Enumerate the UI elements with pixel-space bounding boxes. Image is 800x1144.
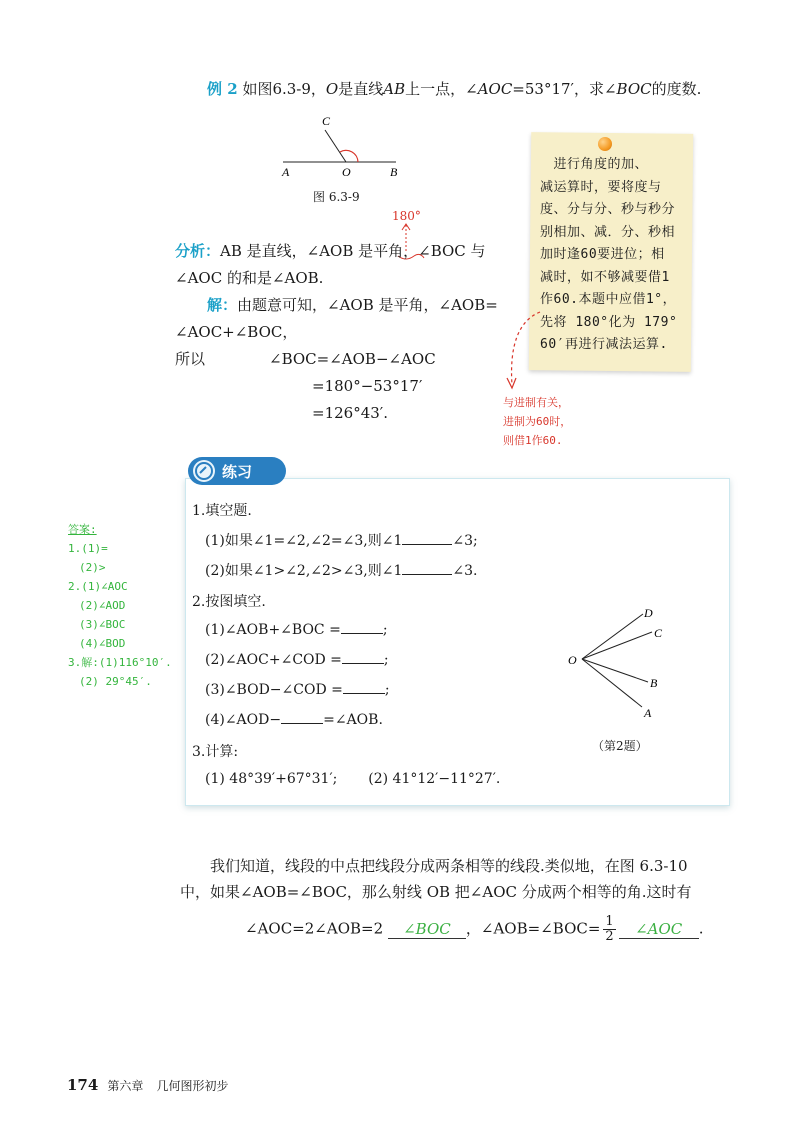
ray-ob [582,659,648,682]
q2-label-d: D [644,606,653,620]
note-line: 作60.本题中应借1°， [540,292,677,307]
figure-6-3-9 [278,112,418,182]
analysis-text-1: AB 是直线，∠AOB 是平角，∠BOC 与 [220,242,486,260]
q2c-blank [343,681,385,694]
q2a-text: (1)∠AOB+∠BOC = [205,622,341,638]
q2-label-c: C [654,626,663,640]
answer-blank-boc: ∠BOC [388,920,466,939]
chapter-label: 第六章 [107,1079,144,1093]
page-number: 174 [67,1076,99,1094]
answer-line: (3)∠BOC [68,618,126,631]
practice-q2d [205,711,383,728]
fraction-one-half [603,915,615,944]
solution-text-1: 由题意可知，∠AOB 是平角，∠AOB= [237,296,498,314]
paragraph-line-1: 我们知道，线段的中点把线段分成两条相等的线段.类似地，在图 6.3-10 [210,857,688,875]
red-note-line: 则借1作60. [503,434,563,447]
q2d-blank [281,711,323,724]
label-c: C [322,114,331,128]
solution-eq-3: =126°43′. [312,404,388,422]
answer-line: 2.(1)∠AOC [68,580,128,593]
frac-denominator: 2 [605,929,614,944]
solution-eq-2: =180°−53°17′ [312,377,423,395]
pin-icon [598,137,612,151]
answer-blank-aoc: ∠AOC [619,920,699,939]
q2b-semi: ; [383,652,389,668]
q2d-text: (4)∠AOD− [205,712,282,728]
practice-q3: 3.计算: [192,744,239,760]
note-dashed-arrow [500,300,550,395]
eq-mid: ，∠AOB=∠BOC= [465,919,601,938]
annotation-180: 180° [392,209,421,223]
label-a: A [282,165,290,179]
q2c-semi: ; [384,682,390,698]
example-line-ab: AB [383,80,406,98]
answer-line: 1.(1)= [68,542,108,555]
answer-line: 3.解:(1)116°10′. [68,656,172,669]
practice-q3-items [205,771,500,787]
note-line: 加时逢60要进位；相 [540,247,665,262]
q2c-text: (3)∠BOD−∠COD = [205,682,343,698]
q2-label-b: B [650,676,658,690]
practice-q1b [205,560,477,580]
practice-q1a [205,530,478,550]
solution-label: 解： [207,296,238,314]
example-angle-boc: BOC [616,80,652,98]
analysis-block [175,238,515,292]
q3a-text: (1) 48°39′+67°31′; [205,771,338,787]
example-text-4: =53°17′，求∠ [512,80,617,98]
q1b-blank [402,562,452,575]
answer-margin [68,520,172,691]
note-line: 别相加、减．分、秒相 [540,224,676,240]
solution-block [175,292,515,427]
q2a-semi: ; [382,622,388,638]
q1a-blank [402,532,452,545]
example-text-1: 如图6.3-9， [242,80,326,98]
solution-eq-1: ∠BOC=∠AOB−∠AOC [269,350,436,368]
red-handwritten-note [503,393,571,450]
note-line: 60′再进行减法运算. [540,337,668,352]
eq-pre: ∠AOC=2∠AOB=2 [245,919,384,938]
red-note-line: 进制为60时， [503,415,572,428]
note-line: 进行角度的加、 [540,157,649,172]
example-angle-aoc: AOC [477,80,513,98]
note-line: 先将 180°化为 179° [540,314,678,330]
practice-q2b [205,651,389,668]
answer-line: (2) 29°45′. [68,675,152,688]
solution-text-2: ∠AOC+∠BOC， [175,323,298,341]
note-text [540,154,690,357]
q1a-text: (1)如果∠1=∠2,∠2=∠3,则∠1 [205,533,403,549]
ray-od [582,614,643,659]
q2b-blank [342,651,384,664]
body-paragraph [180,853,740,905]
ray-oc2 [582,632,652,659]
note-line: 减运算时，要将度与 [540,179,662,195]
solution-so: 所以 [175,350,206,368]
note-line: 减时，如不够减要借1 [540,269,670,285]
note-line: 度、分与分、秒与秒分 [540,202,676,217]
example-text-3: 上一点，∠ [405,80,478,98]
analysis-text-2: ∠AOC 的和是∠AOB. [175,269,324,287]
page-footer [67,1075,229,1094]
q2d-post: =∠AOB. [323,712,383,728]
example-point: O [325,80,339,98]
frac-numerator: 1 [605,914,614,929]
example-text-2: 是直线 [338,80,384,98]
example-statement [207,78,701,99]
example-label: 例 2 [207,80,238,98]
q3b-text: (2) 41°12′−11°27′. [368,771,501,787]
answers-header: 答案: [68,523,97,536]
label-o: O [342,165,351,179]
chapter-title: 几何图形初步 [156,1079,229,1093]
label-b: B [390,165,398,179]
red-note-line: 与进制有关， [503,396,569,409]
answer-line: (2)∠AOD [68,599,126,612]
figure-caption: 图 6.3-9 [313,190,360,204]
paragraph-line-2: 中，如果∠AOB=∠BOC，那么射线 OB 把∠AOC 分成两个相等的角.这时有 [180,883,692,901]
angle-bisector-equation [245,915,703,944]
q2-label-o: O [568,653,577,667]
q1b-text: (2)如果∠1>∠2,∠2>∠3,则∠1 [205,563,403,579]
answer-line: (2)> [68,561,106,574]
practice-q2a [205,621,388,638]
q2b-text: (2)∠AOC+∠COD = [205,652,342,668]
ray-oa [582,659,642,707]
eq-end: . [698,919,704,938]
question-2-caption: （第2题） [592,739,648,753]
q1b-post: ∠3. [452,563,478,579]
q1a-post: ∠3; [452,533,478,549]
practice-q1: 1.填空题. [192,503,252,519]
example-text-5: 的度数. [651,80,702,98]
practice-title: 练习 [222,463,253,481]
q2-label-a: A [644,706,652,720]
answer-line: (4)∠BOD [68,637,126,650]
practice-q2: 2.按图填空. [192,594,266,610]
practice-q2c [205,681,390,698]
analysis-label: 分析： [175,242,221,260]
figure-question-2 [560,600,680,725]
pencil-icon [193,460,215,482]
ray-oc [325,130,346,162]
q2a-blank [341,621,383,634]
